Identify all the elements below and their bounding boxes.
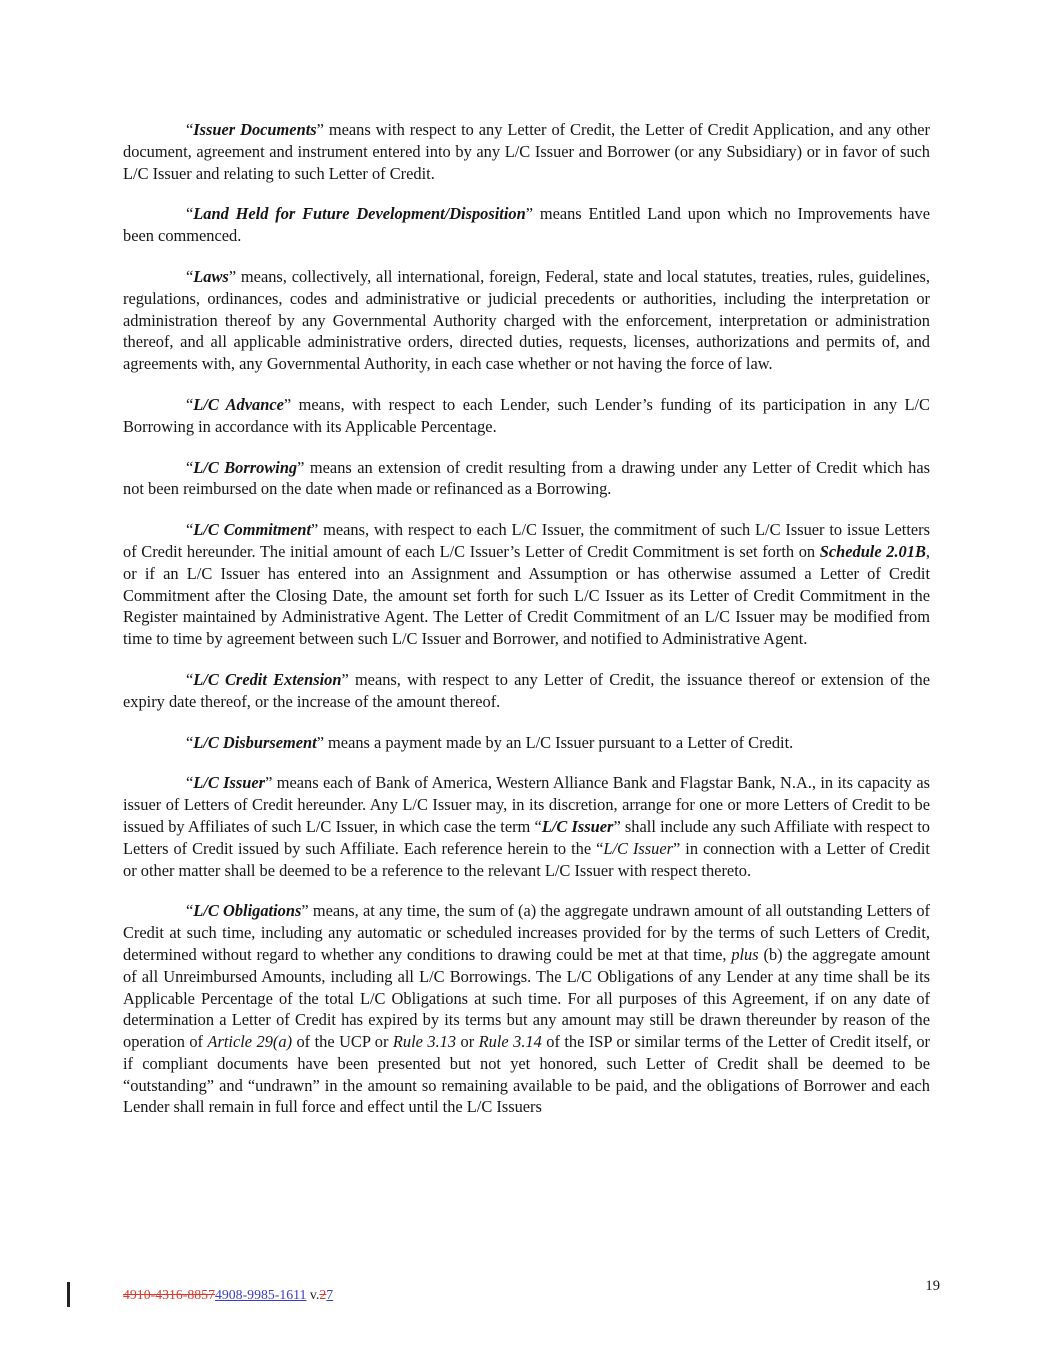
- body-text: ” shall include any such Affiliate with respect to Letters of Credit issued by such Affiliate. Each reference herein to the “: [123, 816, 930, 858]
- defined-term: Schedule 2.01B: [819, 541, 926, 561]
- body-text: “: [186, 669, 194, 689]
- italic-reference: Article 29(a): [207, 1032, 293, 1052]
- body-text: of the UCP or: [292, 1032, 393, 1052]
- definition-paragraph: [123, 519, 930, 650]
- body-text: ” means Entitled Land upon which no Improvements have been commenced.: [123, 204, 930, 246]
- definition-paragraph: [123, 669, 930, 713]
- defined-term: L/C Credit Extension: [193, 669, 342, 689]
- deleted-doc-number: 4910-4316-8857: [123, 1287, 215, 1302]
- italic-reference: Rule 3.13: [392, 1032, 457, 1052]
- page-number: 19: [925, 1278, 940, 1294]
- version-prefix: v.: [306, 1287, 320, 1302]
- body-text: ” means, with respect to each L/C Issuer, the commitment of such L/C Issuer to issue Letters of Credit hereunder. The initial amount of each L/C Issuer’s Letter of Credit Commitment is set forth on: [123, 520, 930, 561]
- defined-term: L/C Commitment: [193, 520, 312, 540]
- body-text: ” means a payment made by an L/C Issuer pursuant to a Letter of Credit.: [316, 732, 794, 752]
- italic-reference: Rule 3.14: [478, 1032, 542, 1052]
- inserted-version-number: 7: [326, 1287, 334, 1302]
- defined-term: Land Held for Future Development/Disposition: [193, 204, 526, 224]
- document-body: [123, 119, 930, 1137]
- defined-term: L/C Issuer: [541, 816, 614, 836]
- definition-paragraph: [123, 772, 930, 881]
- defined-term: L/C Borrowing: [193, 457, 298, 477]
- body-text: ” means with respect to any Letter of Credit, the Letter of Credit Application, and any other document, agreement and instrument entered into by any L/C Issuer and Borrower (or any Subsidiary) or in favor of such L/C Issuer and relating to such Letter of Credit.: [123, 120, 930, 183]
- body-text: ” means, with respect to each Lender, such Lender’s funding of its participation in any L/C Borrowing in accordance with its Applicable Percentage.: [123, 394, 930, 436]
- change-bar: [67, 1282, 70, 1307]
- body-text: ” means each of Bank of America, Western Alliance Bank and Flagstar Bank, N.A., in its capacity as issuer of Letters of Credit hereunder. Any L/C Issuer may, in its discretion, arrange for one or more Letters of Credit to be issued by Affiliates of such L/C Issuer, in which case the term “: [123, 773, 930, 836]
- inserted-doc-number: 4908-9985-1611: [214, 1287, 307, 1302]
- italic-reference: plus: [731, 944, 759, 964]
- body-text: “: [186, 901, 194, 921]
- body-text: or: [456, 1032, 479, 1052]
- definition-paragraph: [123, 119, 930, 184]
- body-text: ” means an extension of credit resulting from a drawing under any Letter of Credit which has not been reimbursed on the date when made or refinanced as a Borrowing.: [123, 457, 930, 499]
- defined-term: L/C Advance: [193, 394, 284, 414]
- document-control-number: [123, 1286, 333, 1303]
- defined-term: Issuer Documents: [193, 120, 317, 139]
- body-text: “: [186, 732, 194, 752]
- defined-term: L/C Obligations: [193, 901, 302, 921]
- definition-paragraph: [123, 457, 930, 501]
- defined-term: L/C Disbursement: [193, 732, 317, 752]
- body-text: (b) the aggregate amount of all Unreimbursed Amounts, including all L/C Borrowings. The L/C Obligations of any Lender at any time shall be its Applicable Percentage of the total L/C Obligations at such time. For all purposes of this Agreement, if on any date of determination a Letter of Credit has expired by its terms but any amount may still be drawn thereunder by reason of the operation of: [123, 944, 930, 1052]
- body-text: ” in connection with a Letter of Credit or other matter shall be deemed to be a reference to the relevant L/C Issuer with respect thereto.: [123, 838, 930, 880]
- body-text: “: [186, 266, 194, 286]
- definition-paragraph: [123, 394, 930, 438]
- body-text: “: [186, 520, 194, 540]
- body-text: ” means, with respect to any Letter of Credit, the issuance thereof or extension of the expiry date thereof, or the increase of the amount thereof.: [123, 669, 930, 711]
- body-text: , or if an L/C Issuer has entered into an Assignment and Assumption or has otherwise assumed a Letter of Credit Commitment after the Closing Date, the amount set forth for such L/C Issuer as its Letter of Credit Commitment in the Register maintained by Administrative Agent. The Letter of Credit Commitment of an L/C Issuer may be modified from time to time by agreement between such L/C Issuer and Borrower, and notified to Administrative Agent.: [123, 541, 930, 649]
- body-text: “: [186, 204, 194, 224]
- definition-paragraph: [123, 732, 930, 754]
- body-text: “: [186, 773, 194, 793]
- italic-reference: L/C Issuer: [603, 838, 674, 858]
- defined-term: L/C Issuer: [193, 773, 266, 793]
- definition-paragraph: [123, 900, 930, 1118]
- definition-paragraph: [123, 266, 930, 375]
- body-text: “: [186, 120, 194, 139]
- definition-paragraph: [123, 203, 930, 247]
- body-text: “: [186, 394, 194, 414]
- defined-term: Laws: [193, 266, 229, 286]
- body-text: ” means, collectively, all international, foreign, Federal, state and local statutes, treaties, rules, guidelines, regulations, ordinances, codes and administrative or judicial precedents or authorities, including the interpretation or administration thereof by any Governmental Authority charged with the enforcement, interpretation or administration thereof, and all applicable administrative orders, directed duties, requests, licenses, authorizations and permits of, and agreements with, any Governmental Authority, in each case whether or not having the force of law.: [123, 266, 930, 374]
- body-text: ” means, at any time, the sum of (a) the aggregate undrawn amount of all outstanding Letters of Credit at such time, including any automatic or scheduled increases provided for by the terms of such Letters of Credit, determined without regard to whether any conditions to drawing could be met at that time,: [123, 901, 930, 964]
- body-text: of the ISP or similar terms of the Letter of Credit itself, or if compliant documents have been presented but not yet honored, such Letter of Credit shall be deemed to be “outstanding” and “undrawn” in the amount so remaining available to be paid, and the obligations of Borrower and each Lender shall remain in full force and effect until the L/C Issuers: [123, 1032, 930, 1117]
- deleted-version-number: 2: [319, 1287, 327, 1302]
- body-text: “: [186, 457, 194, 477]
